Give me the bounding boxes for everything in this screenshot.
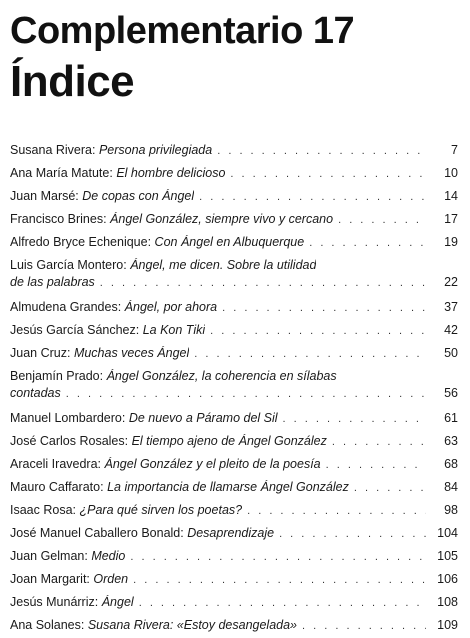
toc-page-number: 108 [437,595,458,609]
toc-title: Medio [91,549,126,563]
toc-entry[interactable] [10,500,458,523]
toc-title: Muchas veces Ángel [73,346,190,360]
toc-page-number: 98 [444,503,458,517]
toc-title: De copas con Ángel [82,189,195,203]
toc-author: Luis García Montero: [10,258,127,272]
toc-author: Juan Gelman: [10,549,88,563]
toc-entry[interactable] [10,523,458,546]
toc-page-number: 10 [444,166,458,180]
toc-author: José Carlos Rosales: [10,434,129,448]
toc-page-number: 68 [444,457,458,471]
toc-author: Araceli Iravedra: [10,457,102,471]
toc-entry[interactable] [10,209,458,232]
toc-title: ¿Para qué sirven los poetas? [79,503,243,517]
dot-leader [66,388,426,400]
toc-page-number: 22 [444,275,458,289]
dot-leader [326,459,426,471]
toc-title-continuation: de las palabras [10,275,95,289]
toc-author: Manuel Lombardero: [10,411,126,425]
toc-title: La importancia de llamarse Ángel González [107,480,349,494]
toc-page-number: 56 [444,386,458,400]
toc-title: De nuevo a Páramo del Sil [128,411,278,425]
toc-author: Ana María Matute: [10,166,113,180]
toc-author: Almudena Grandes: [10,300,122,314]
dot-leader [139,597,426,609]
toc-title: El tiempo ajeno de Ángel González [131,434,327,448]
toc-title: Ángel, por ahora [124,300,218,314]
toc-title: Susana Rivera: «Estoy desangelada» [87,618,298,632]
toc-entry[interactable] [10,569,458,592]
toc-page-number: 84 [444,480,458,494]
toc-page-number: 17 [444,212,458,226]
dot-leader [302,620,426,632]
toc-author: José Manuel Caballero Bonald: [10,526,184,540]
toc-page-number: 109 [437,618,458,632]
toc-author: Alfredo Bryce Echenique: [10,235,152,249]
toc-title: Ángel González, siempre vivo y cercano [110,212,334,226]
dot-leader [338,214,426,226]
toc-author: Jesús García Sánchez: [10,323,140,337]
dot-leader [283,413,426,425]
toc-entry[interactable] [10,297,458,320]
toc-entry[interactable] [10,546,458,569]
page-header [10,8,465,108]
dot-leader [309,237,426,249]
toc-page-number: 19 [444,235,458,249]
dot-leader [354,482,426,494]
dot-leader [217,145,426,157]
toc-entry[interactable] [10,431,458,454]
toc-entry[interactable] [10,186,458,209]
toc-entry[interactable] [10,615,458,638]
toc-title: La Kon Tiki [142,323,206,337]
dot-leader [133,574,426,586]
toc-title: Desaprendizaje [187,526,275,540]
toc-author: Francisco Brines: [10,212,107,226]
toc-author: Joan Margarit: [10,572,90,586]
toc-page-number: 37 [444,300,458,314]
toc-entry[interactable] [10,592,458,615]
toc-title: Ángel González, la coherencia en sílabas [106,369,337,383]
toc-author: Susana Rivera: [10,143,96,157]
dot-leader [194,348,426,360]
toc-title: Con Ángel en Albuquerque [154,235,305,249]
toc-entry[interactable] [10,343,458,366]
toc-title: Ángel [101,595,134,609]
toc-entry[interactable] [10,163,458,186]
dot-leader [279,528,426,540]
toc-author: Juan Cruz: [10,346,71,360]
toc-page-number: 63 [444,434,458,448]
toc-entry[interactable] [10,140,458,163]
toc-title: Ángel González y el pleito de la poesía [104,457,321,471]
toc-entry[interactable] [10,454,458,477]
toc-entry[interactable] [10,255,458,297]
toc-entry[interactable] [10,408,458,431]
page-title: Complementario 17 [10,10,355,52]
toc-page-number: 105 [437,549,458,563]
dot-leader [332,436,426,448]
toc-entry[interactable] [10,232,458,255]
dot-leader [130,551,426,563]
toc-author: Juan Marsé: [10,189,79,203]
toc-page-number: 14 [444,189,458,203]
page-subtitle: Índice [10,57,135,106]
toc-page-number: 7 [451,143,458,157]
toc-title-continuation: contadas [10,386,61,400]
toc-page-number: 106 [437,572,458,586]
dot-leader [100,277,426,289]
dot-leader [199,191,426,203]
toc-title: El hombre delicioso [116,166,226,180]
toc-page-number: 50 [444,346,458,360]
toc-title: Ángel, me dicen. Sobre la utilidad [130,258,317,272]
dot-leader [210,325,426,337]
toc-title: Orden [93,572,129,586]
toc-author: Isaac Rosa: [10,503,77,517]
toc-author: Jesús Munárriz: [10,595,99,609]
toc-page-number: 61 [444,411,458,425]
toc-entry[interactable] [10,320,458,343]
toc-entry[interactable] [10,366,458,408]
toc-entry[interactable] [10,477,458,500]
toc-page-number: 42 [444,323,458,337]
toc-author: Mauro Caffarato: [10,480,104,494]
toc-author: Benjamín Prado: [10,369,104,383]
toc-author: Ana Solanes: [10,618,85,632]
dot-leader [247,505,426,517]
toc-title: Persona privilegiada [98,143,213,157]
dot-leader [230,168,426,180]
dot-leader [222,302,426,314]
toc-page-number: 104 [437,526,458,540]
table-of-contents [10,140,458,638]
